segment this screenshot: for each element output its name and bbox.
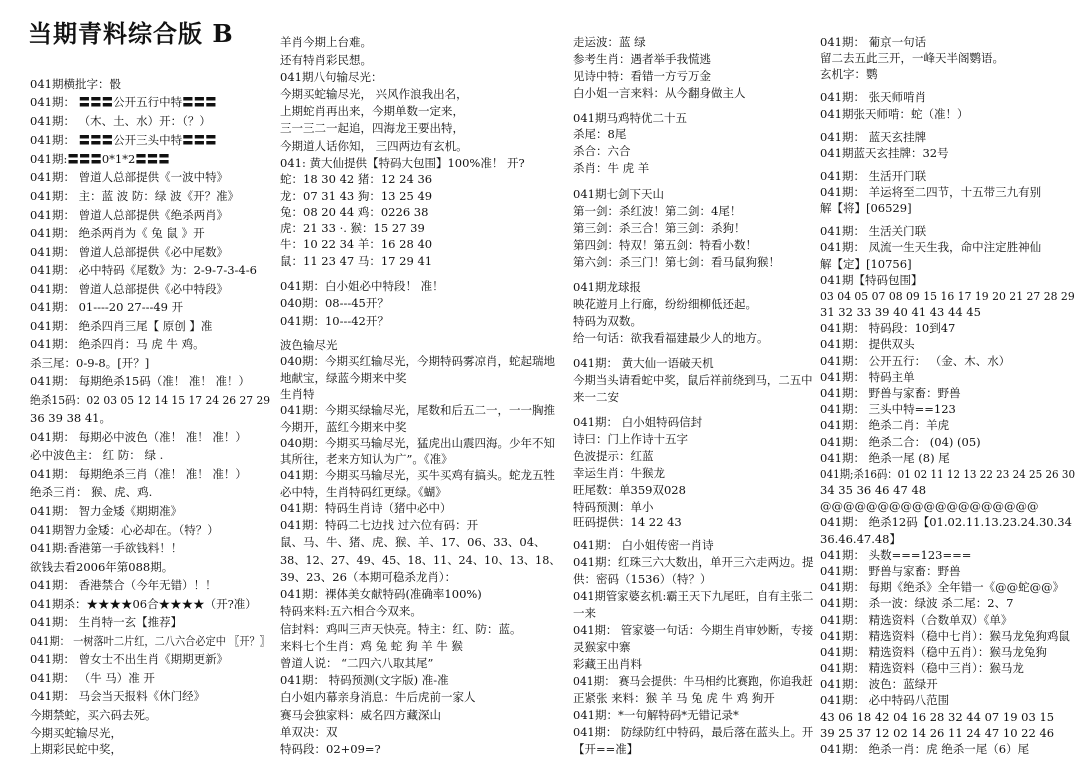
- text-line: 041期： 精选资料（稳中五肖）：猴马龙兔狗: [820, 644, 1047, 659]
- text-line: 041期： 〓〓〓公开五行中特〓〓〓: [30, 95, 217, 110]
- text-line: 041期： 生活关门联: [820, 224, 927, 239]
- text-line: 041期： 绝杀二合： (04) (05): [820, 434, 981, 449]
- text-line: 041期： 绝杀两肖为《 兔 鼠 》开: [30, 226, 205, 241]
- text-line: 041期： 羊运将至二四节，十五带三九有别: [820, 185, 1042, 199]
- text-line: 供：密码（1536）（特？）: [573, 572, 712, 587]
- text-line: 041期： 必中特码《尾数》为：2-9-7-3-4-6: [30, 263, 257, 278]
- text-line: 041期：特码生肖诗（猪中必中）: [280, 501, 452, 516]
- text-line: 041期管家婆玄机:霸王天下九尾旺，自有主张二: [573, 589, 814, 604]
- text-line: 041期张天师啃：蛇（准！）: [820, 106, 969, 121]
- text-line: 041期： 绝杀二肖：羊虎: [820, 418, 950, 433]
- text-line: 041期： 每期绝杀15码（准！ 准！ 准！）: [30, 374, 251, 389]
- text-line: 羊肖今期上台难。: [280, 35, 372, 50]
- text-line: 信封料：鸡叫三声天快亮。特主：红、防：蓝。: [280, 621, 522, 636]
- text-line: 041期： 头数===123===: [820, 547, 972, 562]
- text-line: 041期： 每期绝杀三肖（准！ 准！ 准！）: [30, 466, 247, 481]
- text-line: 绝杀三肖： 猴、虎、鸡.: [30, 485, 153, 500]
- text-line: 03 04 05 07 08 09 15 16 17 19 20 21 27 28 29: [820, 288, 1075, 303]
- text-line: 041期：*一句解特码*无错记录*: [573, 708, 739, 722]
- text-line: 041期： 野兽与家畜：野兽: [820, 386, 961, 400]
- text-line: 43 06 18 42 04 16 28 32 44 07 19 03 15: [820, 709, 1055, 724]
- text-line: 蛇：18 30 42 猪：12 24 36: [280, 172, 433, 187]
- text-line: 041期： 精选资料（合数单双）《单》: [820, 612, 1013, 627]
- text-line: 041期： 一树落叶二片红，二八六合必定中 〖开？〗: [30, 633, 270, 648]
- text-line: 上期蛇肖再出来，今期单数一定来，: [280, 104, 464, 119]
- text-line: 041期智力金矮：心必却在。（特？）: [30, 522, 219, 537]
- text-line: 041期： 杀一波：绿波 杀二尾：2、7: [820, 596, 1014, 611]
- text-line: 见诗中特：看错一方亏万金: [573, 69, 711, 84]
- text-line: 041期;杀16码：01 02 11 12 13 22 23 24 25 26 30: [820, 466, 1076, 481]
- text-line: 041期： 白小姐特码信封: [573, 414, 703, 429]
- text-line: 041期：今期买马输尽光，买牛买鸡有搞头。蛇龙五牲: [280, 468, 555, 483]
- text-line: 牛：10 22 34 羊：16 28 40: [280, 237, 433, 252]
- text-line: 其所往，老来方知认为广”。《准》: [280, 452, 453, 467]
- text-line: 龙：07 31 43 狗：13 25 49: [280, 188, 433, 203]
- text-line: 第六剑：杀三门！第七剑：看马鼠狗猴！: [573, 254, 780, 269]
- text-line: 040期：今期买马输尽光，猛虎出山震四海。少年不知: [280, 435, 555, 450]
- text-line: 幸运生肖：牛猴龙: [573, 465, 665, 480]
- text-line: 第四剑：特双！第五剑：特看小数！: [573, 237, 757, 252]
- text-line: 今期开，蓝红今期来中奖: [280, 419, 407, 434]
- text-line: 欲钱去看2006年第088期。: [30, 559, 174, 574]
- text-line: 041期蓝天玄挂牌：32号: [820, 145, 949, 160]
- text-line: 兔：08 20 44 鸡：0226 38: [280, 204, 429, 219]
- text-line: 041期： 智力金矮《期期准》: [30, 504, 183, 519]
- text-line: 杀合：六合: [573, 144, 631, 159]
- text-line: 041期： 张天师啃肖: [820, 90, 927, 105]
- text-line: 旺尾数：单359双028: [573, 482, 686, 497]
- text-line: 特码段：02+09=?: [280, 742, 381, 756]
- text-line: 041期七剑下天山: [573, 186, 664, 201]
- text-line: 单双决：双: [280, 724, 338, 739]
- text-line: 041期：裸体美女献特码(准确率100%): [280, 587, 482, 602]
- text-line: 041期： 每期《绝杀》全年错一《@@蛇@@》: [820, 580, 1065, 595]
- text-line: 地献宝，绿蓝今期来中奖: [280, 370, 407, 385]
- text-line: 041期：10---42开？: [280, 313, 389, 328]
- text-line: 041期： 精选资料（稳中三肖）：猴马龙: [820, 661, 1024, 676]
- text-line: 041期:〓〓〓0*1*2〓〓〓: [30, 151, 170, 166]
- text-line: 玄机字：鹦: [820, 67, 878, 82]
- text-line: 一来: [573, 606, 596, 621]
- text-line: 041期横批字：骰: [30, 76, 121, 91]
- text-line: 特码为双数。: [573, 313, 642, 328]
- text-line: 留二去五此三开，一峰天半阁鹦语。: [820, 51, 1004, 66]
- text-line: 040期：08---45开？: [280, 296, 389, 311]
- text-line: 040期：今期买红输尽光，今期特码雾凉肖，蛇起瑞地: [280, 354, 555, 369]
- text-line: 041期： 绝杀12码【01.02.11.13.23.24.30.34: [820, 515, 1072, 530]
- text-line: 041期： 曾道人总部提供《一波中特》: [30, 170, 229, 185]
- text-line: 色波提示：红蓝: [573, 448, 654, 463]
- text-line: 041期： 特码段：10到47: [820, 321, 956, 336]
- text-line: 波色输尽光: [280, 337, 338, 352]
- text-line: 39、23、26（本期可稳杀龙肖）：: [280, 569, 457, 584]
- text-line: 041期： 葡京一句话: [820, 35, 927, 50]
- text-line: 041期： 三头中特==123: [820, 402, 956, 417]
- text-line: 041期： 生活开门联: [820, 168, 927, 183]
- text-line: 041期： 赛马会提供：牛马相约比赛跑，你追我赶: [573, 674, 813, 689]
- text-line: 041期龙球报: [573, 279, 641, 294]
- text-line: 赛马会独家料：威名四方藏深山: [280, 707, 441, 722]
- text-line: 第一剑：杀红波！第二剑：4尾！: [573, 203, 742, 218]
- text-line: 杀肖：牛 虎 羊: [573, 161, 650, 176]
- text-line: 041期： 每期必中波色（准！ 准！ 准！）: [30, 429, 247, 444]
- text-line: 041期： 提供双头: [820, 337, 915, 352]
- text-line: 虎：21 33 ·. 猴：15 27 39: [280, 221, 425, 236]
- text-line: 041期： 蓝天玄挂牌: [820, 129, 927, 144]
- text-line: 041期： 管家婆一句话：今期生肖审妙断，专接: [573, 623, 814, 638]
- text-line: 041期：红珠三六大数出，单开三六走两边。提: [573, 555, 814, 570]
- text-line: 041期： 马会当天报料《休门经》: [30, 689, 206, 704]
- text-line: 特码预测：单小: [573, 499, 654, 514]
- text-line: 041期【特码包围】: [820, 272, 923, 287]
- text-line: 041期： 绝杀一肖：虎 绝杀一尾（6）尾: [820, 742, 1030, 756]
- text-line: 041期:香港第一手欲钱料！！: [30, 541, 183, 556]
- text-line: 杀尾：8尾: [573, 127, 627, 142]
- text-line: 参考生肖：遇者举手我慌逃: [573, 52, 711, 67]
- text-line: 曾道人说： “二四六八取其尾”: [280, 655, 434, 670]
- text-line: 041期：白小姐必中特段！ 准！: [280, 279, 444, 294]
- text-line: 041期： 曾道人总部提供《必中尾数》: [30, 244, 229, 259]
- text-line: 走运波：蓝 绿: [573, 35, 646, 50]
- text-line: 041期： 波色：蓝绿开: [820, 677, 938, 692]
- text-line: 31 32 33 39 40 41 43 44 45: [820, 305, 981, 320]
- text-line: 041期： 曾道人总部提供《绝杀两肖》: [30, 207, 229, 222]
- text-line: 诗曰：门上作诗十五字: [573, 431, 688, 446]
- text-line: 白小姐一言来料：从今翻身做主人: [573, 86, 746, 101]
- text-line: 041期： 绝杀四肖三尾【 原创 】准: [30, 318, 213, 333]
- text-line: 041期： 必中特码八范围: [820, 693, 950, 708]
- text-line: 旺码提供：14 22 43: [573, 514, 682, 529]
- text-line: 来一二安: [573, 389, 619, 404]
- text-line: 041期： 防绿防红中特码，最后落在蓝头上。开: [573, 725, 814, 739]
- text-line: 杀三尾：0-9-8。[开？]: [30, 355, 150, 370]
- text-line: 白小姐内幕亲身消息：牛后虎前一家人: [280, 690, 476, 705]
- text-line: 今期买蛇输尽光， 兴风作浪我出名，: [280, 87, 468, 102]
- text-line: 上期彩民蛇中奖，: [30, 742, 122, 756]
- text-line: 041期： （牛 马）准 开: [30, 670, 155, 685]
- text-line: 还有特肖彩民想。: [280, 52, 372, 67]
- text-line: 必中波色主： 红 防： 绿 .: [30, 448, 164, 463]
- text-line: 34 35 36 46 47 48: [820, 483, 927, 498]
- text-line: 特码来料:五六相合今双来。: [280, 604, 422, 619]
- text-line: 鼠、马、牛、猪、虎、猴、羊、17、06、33、04、: [280, 535, 546, 550]
- text-line: 今期买蛇输尽光，: [30, 726, 122, 741]
- text-line: @@@@@@@@@@@@@@@@@@@: [820, 499, 1039, 514]
- text-line: 041期： 生肖特一玄【推荐】: [30, 615, 183, 630]
- text-line: 灵猴家中寨: [573, 640, 631, 655]
- text-line: 041期： 特码预测(文字版) 准-准: [280, 673, 449, 688]
- text-line: 041期： 凤流一生天生我，命中注定胜神仙: [820, 240, 1042, 255]
- text-line: 【开==准】: [573, 742, 639, 756]
- text-line: 041期杀：★★★★06合★★★★（开?准）: [30, 596, 257, 611]
- text-line: 041期： 香港禁合（今年无错）！！: [30, 578, 217, 593]
- text-line: 解【定】[10756]: [820, 256, 912, 271]
- text-line: 鼠：11 23 47 马：17 29 41: [280, 253, 433, 268]
- text-line: 彩藏王出肖料: [573, 657, 642, 672]
- text-line: 041期： 〓〓〓公开三头中特〓〓〓: [30, 133, 217, 148]
- text-line: 041期： 特码主单: [820, 369, 915, 384]
- text-line: 041期马鸡特优二十五: [573, 110, 687, 125]
- text-line: 必中特，生肖特码红更绿。《蝴》: [280, 484, 447, 499]
- text-line: 041期： 公开五行： （金、木、水）: [820, 353, 1011, 368]
- text-line: 041期： 曾道人总部提供《必中特段》: [30, 281, 229, 296]
- text-line: 041期： 野兽与家畜：野兽: [820, 564, 961, 578]
- text-line: 解【将】[06529]: [820, 201, 912, 216]
- text-line: 041期： 黄大仙一语破天机: [573, 355, 714, 370]
- text-line: 041期： 绝杀四肖：马 虎 牛 鸡。: [30, 337, 205, 352]
- text-line: 映花遊月上行廊，纷纷细柳低还起。: [573, 296, 757, 311]
- text-line: 36 39 38 41。: [30, 411, 111, 426]
- text-line: 041期： （木、土、水）开：（？）: [30, 113, 211, 128]
- text-line: 给一句话：欲我看福建最少人的地方。: [573, 330, 769, 345]
- text-line: 041期： 曾女士不出生肖《期期更新》: [30, 652, 229, 667]
- text-line: 39 25 37 12 02 14 26 11 24 47 10 22 46: [820, 725, 1055, 740]
- text-line: 来料七个生肖：鸡 兔 蛇 狗 羊 牛 猴: [280, 638, 463, 653]
- text-line: 36.46.47.48】: [820, 531, 901, 546]
- text-line: 绝杀15码：02 03 05 12 14 15 17 24 26 27 29: [30, 392, 271, 407]
- text-line: 今期当头请看蛇中奖，鼠后祥前绕到马，二五中: [573, 372, 813, 387]
- text-line: 041: 黄大仙提供【特码大包围】100%准！ 开?: [280, 155, 525, 170]
- text-line: 今期禁蛇，买六码去死。: [30, 707, 157, 722]
- text-line: 041期： 01----20 27---49 开: [30, 300, 184, 315]
- text-line: 生肖特: [280, 386, 315, 401]
- page-title: 当期青料综合版 B: [28, 19, 234, 48]
- text-line: 041期： 精选资料（稳中七肖）：猴马龙兔狗鸡鼠: [820, 628, 1070, 643]
- text-line: 041期： 绝杀一尾 (8) 尾: [820, 450, 950, 465]
- text-line: 今期道人话你知， 三四两边有玄机。: [280, 138, 468, 153]
- text-line: 041期： 白小姐传密一肖诗: [573, 538, 714, 553]
- text-line: 38、12、27、49、45、18、11、24、10、13、18、: [280, 552, 561, 567]
- text-line: 第三剑：杀三合！第三剑：杀狗！: [573, 220, 746, 235]
- text-line: 041期： 主：蓝 波 防：绿 波《开？准》: [30, 188, 240, 203]
- text-line: 041期：特码二七边找 过六位有码：开: [280, 518, 479, 533]
- text-line: 041期八句输尽光：: [280, 69, 383, 84]
- text-line: 正紧张 来料：猴 羊 马 兔 虎 牛 鸡 狗开: [573, 691, 775, 705]
- text-line: 三一三二一起追，四海龙王要出特，: [280, 121, 464, 136]
- text-line: 041期：今期买绿输尽光，尾数和后五二一，一一胸推: [280, 403, 555, 418]
